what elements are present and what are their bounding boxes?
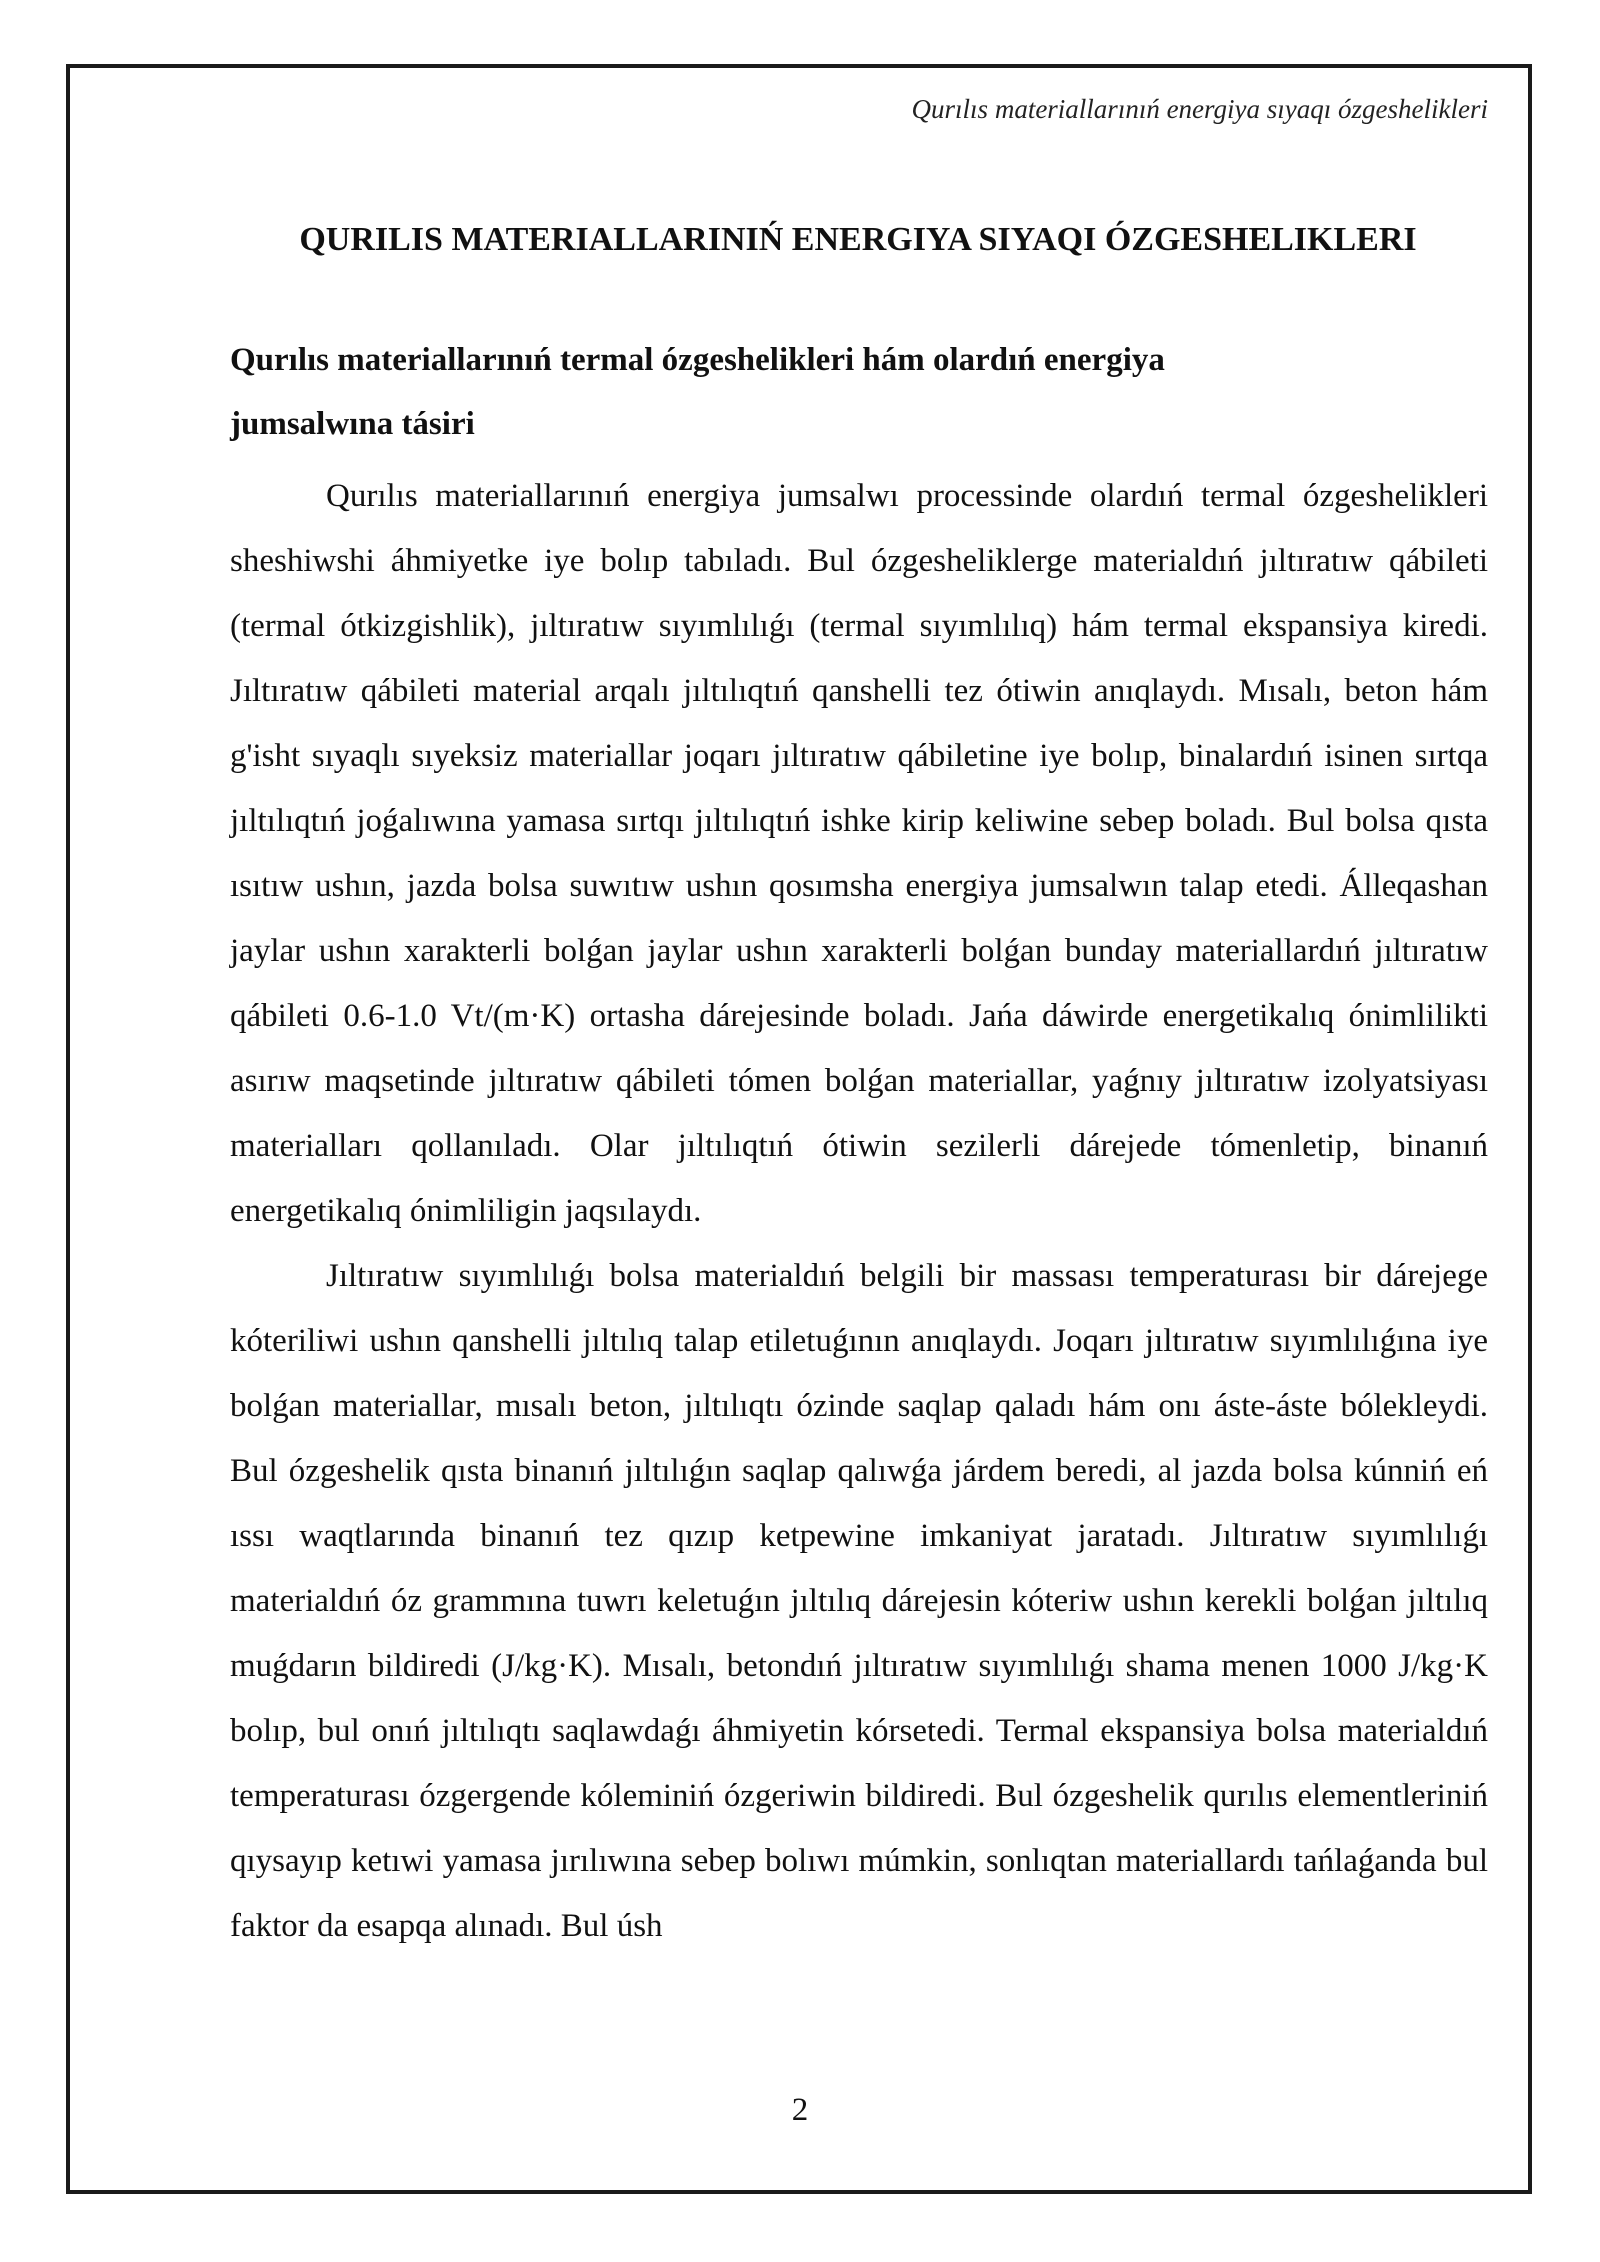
page-number: 2 <box>791 2092 809 2128</box>
document-title: QURILIS MATERIALLARINIŃ ENERGIYA SIYAQI ÓZGESHELIKLERI <box>299 221 1417 258</box>
paragraph-heat-capacity: Jıltıratıw sıyımlılıǵı bolsa materialdıń belgili bir massası temperaturası bir dárejege kóteriliwi ushın qanshelli jıltılıq talap etiletuǵının anıqlaydı. Joqarı jıltıratıw sıyımlılıǵına iye bolǵan materiallar, mısalı beton, jıltılıqtı ózinde saqlap qaladı hám onı áste-áste bólekleydi. Bul ózgeshelik qısta binanıń jıltılıǵın saqlap qalıwǵa járdem beredi, al jazda bolsa kúnniń eń ıssı waqtlarında binanıń tez qızıp ketpewine imkaniyat jaratadı. Jıltıratıw sıyımlılıǵı materialdıń óz grammına tuwrı keletuǵın jıltılıq dárejesin kóteriw ushın kerekli bolǵan jıltılıq muǵdarın bildiredi (J/kg·K). Mısalı, betondıń jıltıratıw sıyımlılıǵı shama menen 1000 J/kg·K bolıp, bul onıń jıltılıqtı saqlawdaǵı áhmiyetin kórsetedi. Termal ekspansiya bolsa materialdıń temperaturası ózgergende kóleminiń ózgeriwin bildiredi. Bul ózgeshelik qurılıs elementleriniń qıysayıp ketıwi yamasa jırılıwına sebep bolıwı múmkin, sonlıqtan materiallardı tańlaǵanda bul faktor da esapqa alınadı. Bul úsh <box>230 1258 1488 1944</box>
running-header: Qurılıs materiallarınıń energiya sıyaqı ózgeshelikleri <box>911 94 1488 124</box>
paragraph-thermal-conductivity: Qurılıs materiallarınıń energiya jumsalwı processinde olardıń termal ózgeshelikleri sheshiwshi áhmiyetke iye bolıp tabıladı. Bul ózgesheliklerge materialdıń jıltıratıw qábileti (termal ótkizgishlik), jıltıratıw sıyımlılıǵı (termal sıyımlılıq) hám termal ekspansiya kiredi. Jıltıratıw qábileti material arqalı jıltılıqtıń qanshelli tez ótiwin anıqlaydı. Mısalı, beton hám g'isht sıyaqlı sıyeksiz materiallar joqarı jıltıratıw qábiletine iye bolıp, binalardıń isinen sırtqa jıltılıqtıń joǵalıwına yamasa sırtqı jıltılıqtıń ishke kirip keliwine sebep boladı. Bul bolsa qısta ısıtıw ushın, jazda bolsa suwıtıw ushın qosımsha energiya jumsalwın talap etedi. Álleqashan jaylar ushın xarakterli bolǵan jaylar ushın xarakterli bolǵan bunday materiallardıń jıltıratıw qábileti 0.6-1.0 Vt/(m·K) ortasha dárejesinde boladı. Jańa dáwirde energetikalıq ónimlilikti asırıw maqsetinde jıltıratıw qábileti tómen bolǵan materiallar, yaǵnıy jıltıratıw izolyatsiyası materialları qollanıladı. Olar jıltılıqtıń ótiwin sezilerli dárejede tómenletip, binanıń energetikalıq ónimliligin jaqsılaydı. <box>230 478 1488 1229</box>
section-heading: Qurılıs materiallarınıń termal ózgeshelikleri hám olardıń energiya jumsalwına tásiri <box>230 342 1165 442</box>
body-text <box>230 464 1488 1959</box>
